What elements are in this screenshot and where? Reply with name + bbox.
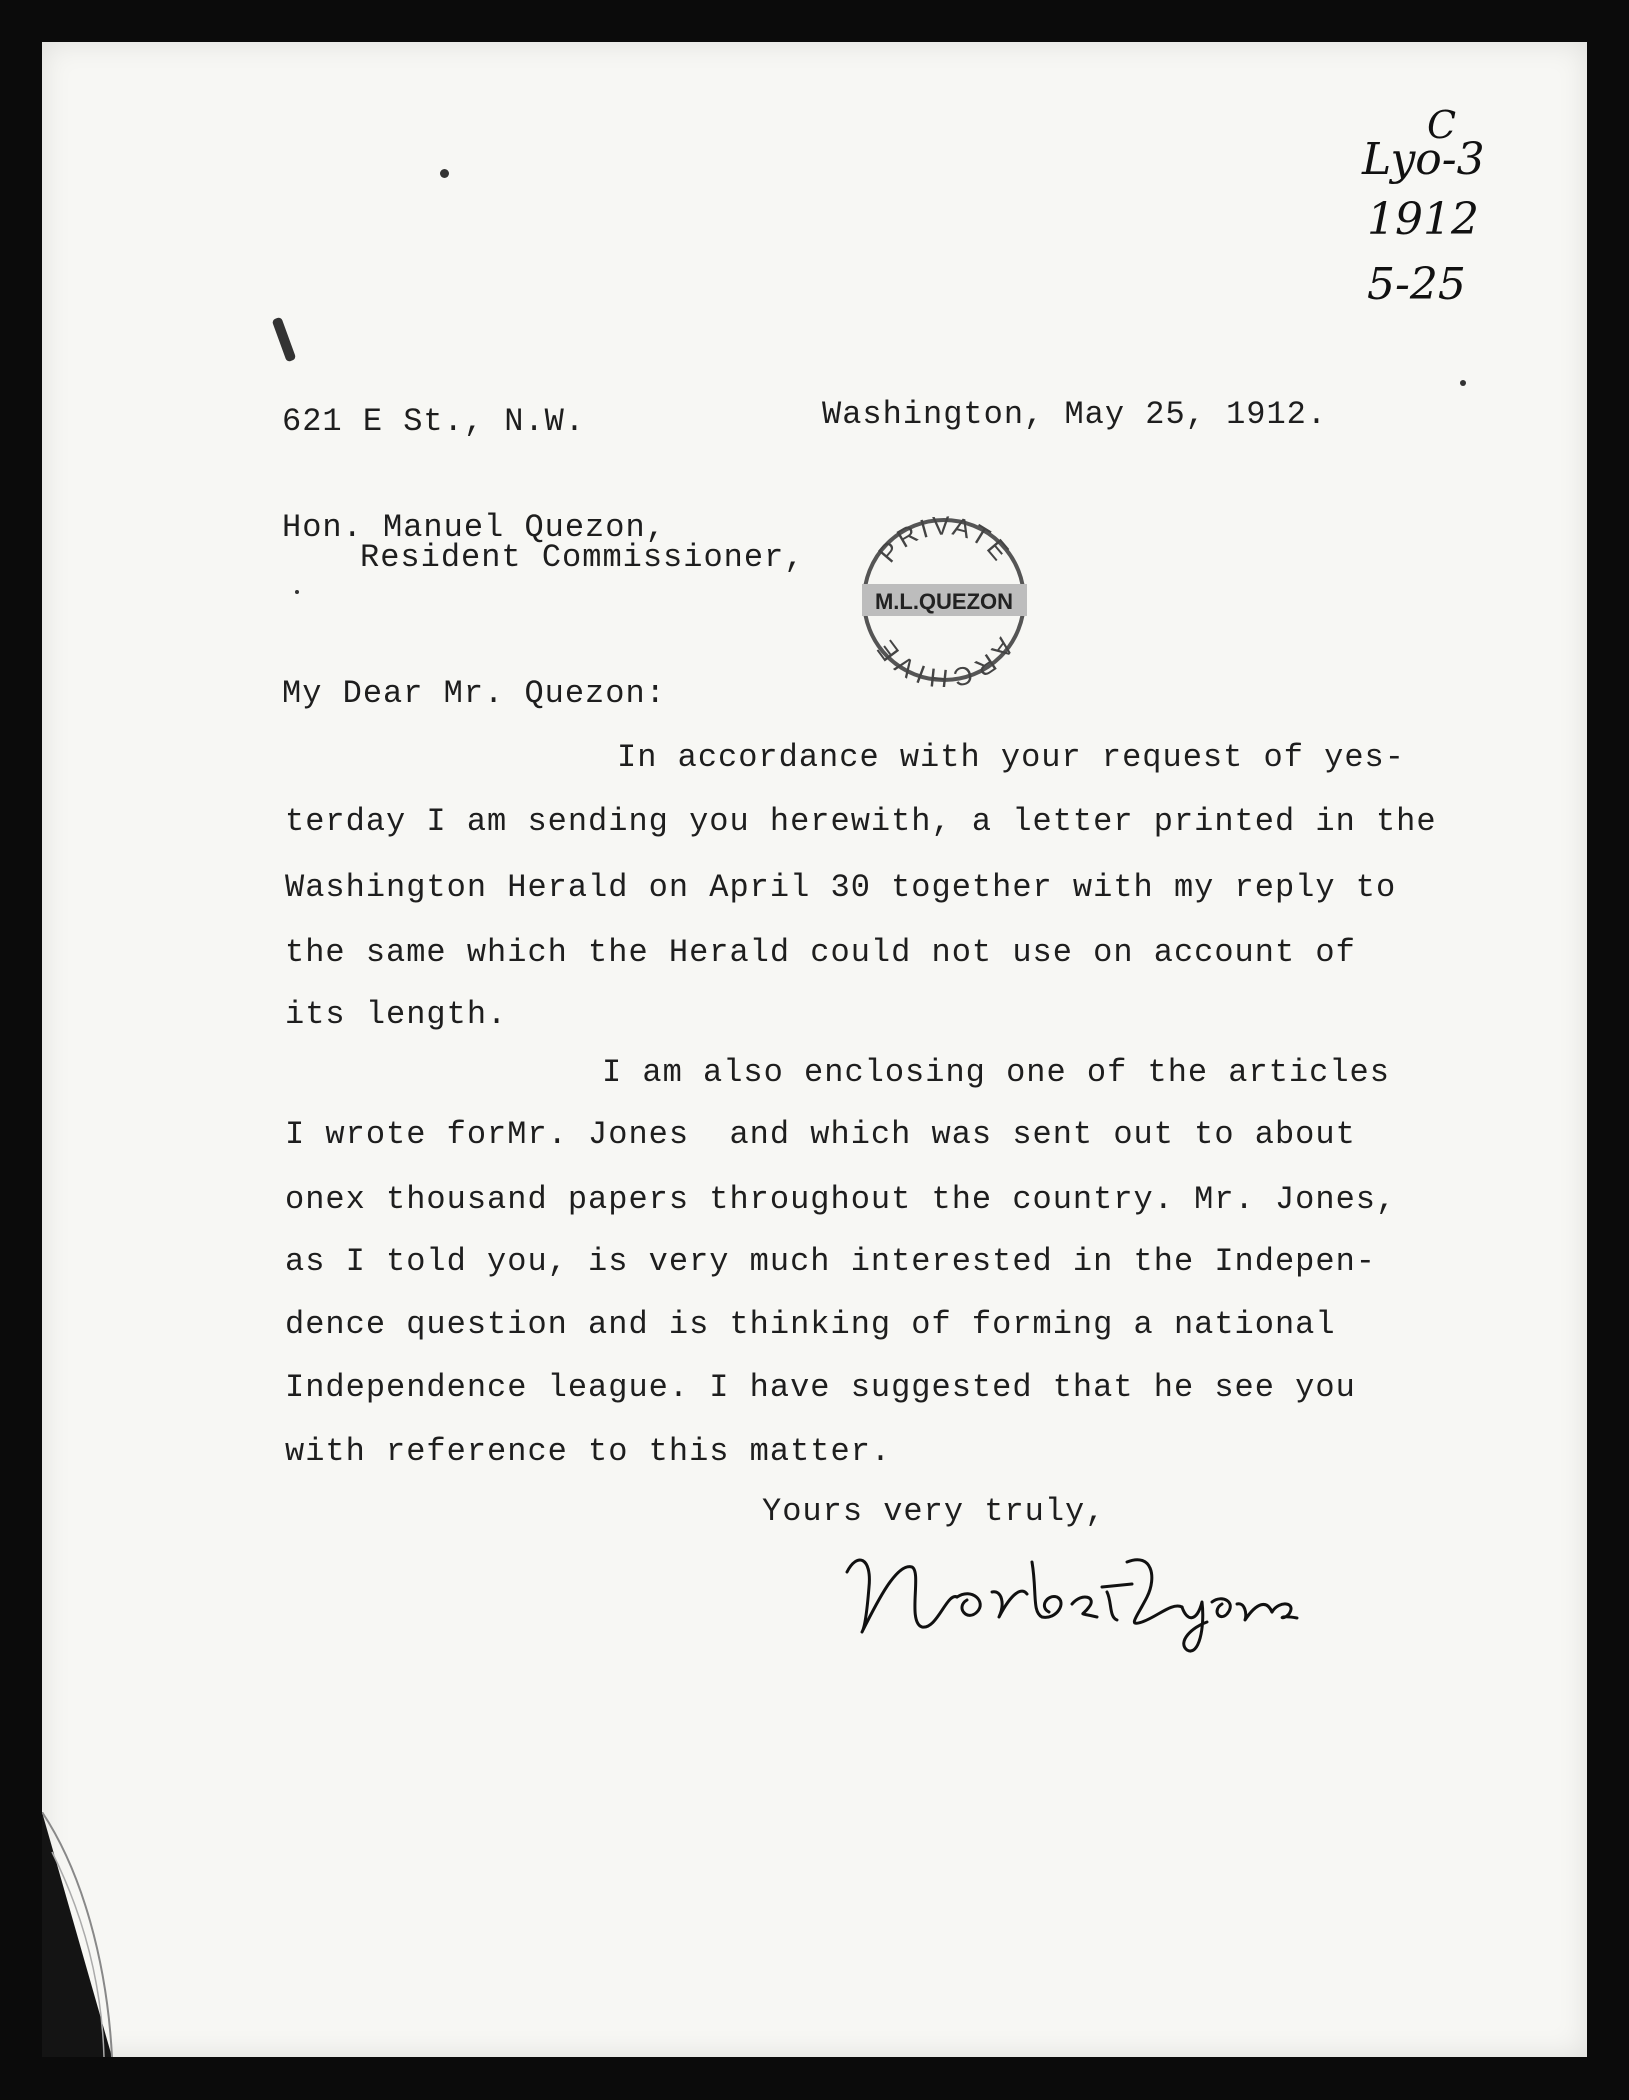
body-line: with reference to this matter.: [285, 1433, 892, 1470]
archive-stamp: [857, 512, 1032, 687]
ink-speck: [1460, 380, 1466, 386]
closing: Yours very truly,: [762, 1493, 1106, 1530]
body-line: Washington Herald on April 30 together with my reply to: [285, 869, 1397, 906]
stamp-top-text: PRIVATE: [871, 512, 1018, 569]
signature: [827, 1532, 1307, 1662]
archive-annotation-line1: Lyo-3: [1362, 134, 1485, 185]
ink-speck: [440, 169, 449, 178]
recipient-name: Hon. Manuel Quezon,: [282, 509, 666, 546]
letter-page: [42, 42, 1587, 2057]
sender-address: 621 E St., N.W.: [282, 403, 586, 440]
body-line: the same which the Herald could not use on account of: [285, 934, 1356, 971]
recipient-title: Resident Commissioner,: [360, 539, 805, 576]
stamp-center-text: M.L.QUEZON: [874, 589, 1014, 614]
page-curl: [42, 1812, 262, 2057]
body-line: onex thousand papers throughout the country. Mr. Jones,: [285, 1181, 1397, 1218]
body-line: its length.: [285, 996, 508, 1033]
body-line: terday I am sending you herewith, a letter printed in the: [285, 803, 1437, 840]
body-line: In accordance with your request of yes-: [617, 739, 1405, 776]
archive-annotation-line2: 1912: [1367, 194, 1479, 245]
archive-annotation-sup: C: [1427, 103, 1457, 147]
ink-speck: [272, 317, 297, 363]
salutation: My Dear Mr. Quezon:: [282, 675, 666, 712]
body-line: dence question and is thinking of forming a national: [285, 1306, 1336, 1343]
ink-speck: [295, 590, 299, 594]
body-line: I am also enclosing one of the articles: [602, 1054, 1390, 1091]
body-line: I wrote forMr. Jones and which was sent out to about: [285, 1116, 1356, 1153]
dateline: Washington, May 25, 1912.: [822, 396, 1328, 433]
stamp-bottom-text: ARCHIVE: [868, 632, 1021, 687]
archive-annotation-line3: 5-25: [1367, 259, 1466, 310]
body-line: Independence league. I have suggested that he see you: [285, 1369, 1356, 1406]
body-line: as I told you, is very much interested in the Indepen-: [285, 1243, 1376, 1280]
